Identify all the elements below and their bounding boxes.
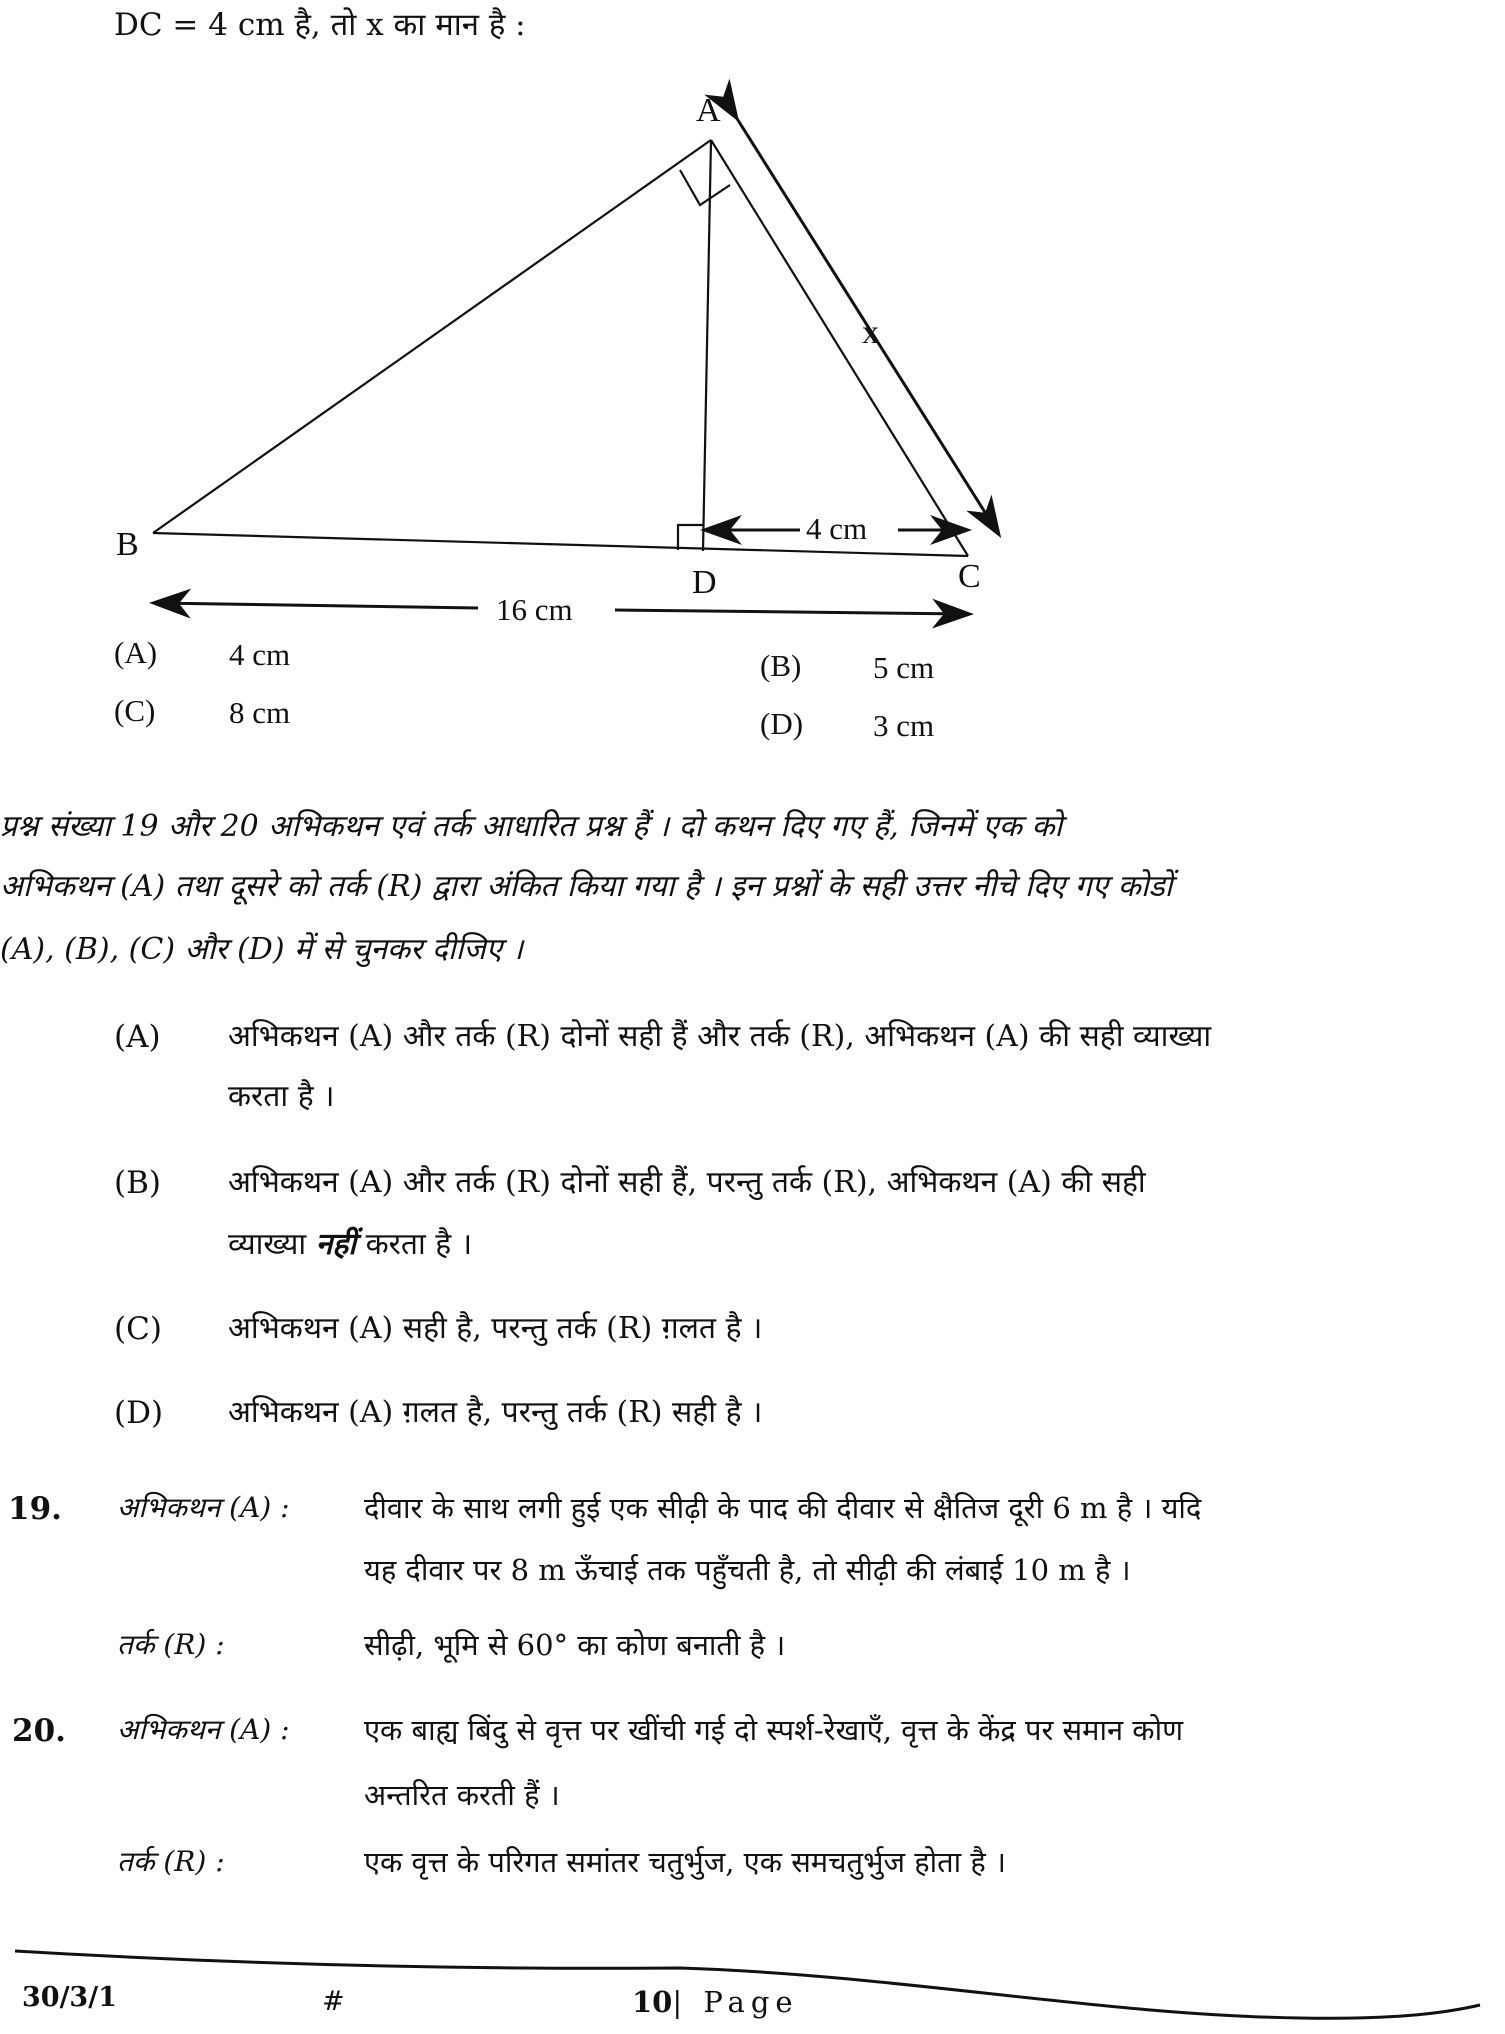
side-ab: [153, 140, 711, 533]
code-a-key: (A): [114, 1019, 161, 1055]
triangle-figure: [0, 0, 1505, 800]
q19-reason-label: तर्क (R) :: [117, 1628, 225, 1661]
dc-length-label: 4 cm: [806, 511, 868, 546]
right-angle-d: [678, 525, 703, 550]
q19-assertion-label: अभिकथन (A) :: [117, 1491, 290, 1524]
vertex-label-a: A: [696, 92, 721, 129]
code-c-key: (C): [114, 1311, 162, 1347]
option-a-key: (A): [114, 635, 158, 670]
code-b-text-2: [228, 1227, 473, 1262]
vertex-label-b: B: [116, 526, 139, 563]
option-c-value: 8 cm: [229, 695, 291, 730]
code-d-key: (D): [114, 1395, 164, 1431]
option-c-key: (C): [114, 693, 156, 728]
code-b-text: अभिकथन (A) और तर्क (R) दोनों सही हैं, परन्तु तर्क (R), अभिकथन (A) की सही: [228, 1165, 1146, 1200]
code-a-text-2: करता है ।: [228, 1079, 335, 1114]
code-c-text: अभिकथन (A) सही है, परन्तु तर्क (R) ग़लत है ।: [228, 1311, 763, 1346]
option-a-value: 4 cm: [229, 637, 291, 672]
q19-assertion-2: यह दीवार पर 8 m ऊँचाई तक पहुँचती है, तो सीढ़ी की लंबाई 10 m है ।: [364, 1553, 1131, 1587]
instruction-line-1: प्रश्न संख्या 19 और 20 अभिकथन एवं तर्क आधारित प्रश्न हैं । दो कथन दिए गए हैं, जिनमें एक को: [0, 809, 1063, 844]
code-b-key: (B): [114, 1165, 161, 1201]
vertex-label-d: D: [692, 564, 717, 601]
q20-reason-label: तर्क (R) :: [117, 1845, 225, 1878]
arrow-bc-left: [155, 603, 478, 608]
right-angle-a: [680, 170, 730, 205]
instruction-line-3: (A), (B), (C) और (D) में से चुनकर दीजिए ।: [0, 932, 524, 967]
arrow-bc-right: [615, 610, 968, 614]
q20-reason: एक वृत्त के परिगत समांतर चतुर्भुज, एक समचतुर्भुज होता है ।: [364, 1845, 1006, 1879]
code-d-text: अभिकथन (A) ग़लत है, परन्तु तर्क (R) सही है ।: [228, 1395, 763, 1430]
side-label-x: x: [862, 314, 879, 351]
page-number: 10: [632, 1985, 673, 2019]
code-b-text-2a: व्याख्या: [228, 1227, 316, 1262]
option-b-key: (B): [760, 648, 802, 683]
footer-page: [632, 1985, 799, 2019]
footer-code: 30/3/1: [22, 1982, 117, 2013]
code-b-text-2c: करता है ।: [356, 1227, 473, 1262]
question-stem: DC = 4 cm है, तो x का मान है :: [114, 7, 526, 43]
code-b-emphasis: नहीं: [315, 1227, 357, 1262]
side-ac: [711, 140, 968, 556]
q19-assertion-1: दीवार के साथ लगी हुई एक सीढ़ी के पाद की दीवार से क्षैतिज दूरी 6 m है । यदि: [364, 1491, 1202, 1525]
q20-assertion-2: अन्तरित करती हैं ।: [364, 1778, 560, 1812]
q20-assertion-1: एक बाह्य बिंदु से वृत्त पर खींची गई दो स्पर्श-रेखाएँ, वृत्त के केंद्र पर समान कोण: [364, 1713, 1184, 1747]
footer-hash: #: [322, 1986, 345, 2017]
code-a-text: अभिकथन (A) और तर्क (R) दोनों सही हैं और तर्क (R), अभिकथन (A) की सही व्याख्या: [228, 1019, 1212, 1054]
bc-length-label: 16 cm: [496, 592, 573, 627]
q20-assertion-label: अभिकथन (A) :: [117, 1713, 290, 1746]
q20-number: 20.: [12, 1713, 66, 1749]
option-b-value: 5 cm: [873, 650, 935, 685]
q19-number: 19.: [8, 1491, 62, 1527]
option-d-key: (D): [760, 706, 804, 741]
vertex-label-c: C: [958, 558, 981, 595]
page-label: | Page: [672, 1985, 799, 2019]
q19-reason: सीढ़ी, भूमि से 60° का कोण बनाती है ।: [364, 1628, 786, 1662]
option-d-value: 3 cm: [873, 708, 935, 743]
instruction-line-2: अभिकथन (A) तथा दूसरे को तर्क (R) द्वारा अंकित किया गया है । इन प्रश्नों के सही उत्तर नीचे दिए गए कोडों: [0, 869, 1173, 904]
